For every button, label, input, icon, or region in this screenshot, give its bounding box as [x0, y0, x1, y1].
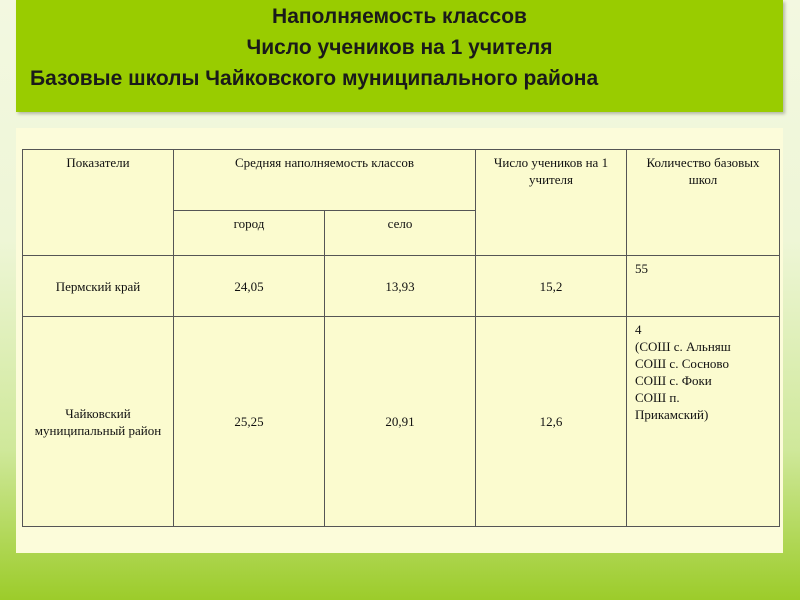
row-name: Чайковский муниципальный район — [23, 317, 174, 527]
school-list-item: СОШ п. — [635, 390, 680, 405]
subheader-city: город — [174, 211, 325, 256]
school-list-item: СОШ с. Сосново — [635, 356, 729, 371]
row-village-value: 20,91 — [325, 317, 476, 527]
row-schools-value: 55 — [627, 256, 780, 317]
row-city-value: 24,05 — [174, 256, 325, 317]
row-schools-value: 4 — [635, 322, 642, 337]
title-line-2: Число учеников на 1 учителя — [246, 36, 553, 59]
statistics-table — [22, 149, 780, 527]
row-schools-cell — [627, 317, 780, 527]
row-village-value: 13,93 — [325, 256, 476, 317]
row-ratio-value: 12,6 — [476, 317, 627, 527]
header-row — [23, 150, 780, 211]
title-banner — [16, 0, 783, 112]
row-city-value: 25,25 — [174, 317, 325, 527]
row-name: Пермский край — [23, 256, 174, 317]
school-list-item: СОШ с. Фоки — [635, 373, 712, 388]
header-avg-fill: Средняя наполняемость классов — [174, 150, 476, 211]
subheader-village: село — [325, 211, 476, 256]
school-list-item: (СОШ с. Альняш — [635, 339, 731, 354]
table-row — [23, 317, 780, 527]
header-students-per-teacher: Число учеников на 1 учителя — [476, 150, 627, 256]
table-row — [23, 256, 780, 317]
title-line-1: Наполняемость классов — [272, 5, 527, 28]
header-indicators: Показатели — [23, 150, 174, 256]
school-list-item: Прикамский) — [635, 407, 709, 422]
header-base-schools: Количество базовых школ — [627, 150, 780, 256]
row-ratio-value: 15,2 — [476, 256, 627, 317]
title-line-3: Базовые школы Чайковского муниципального района — [30, 67, 599, 90]
